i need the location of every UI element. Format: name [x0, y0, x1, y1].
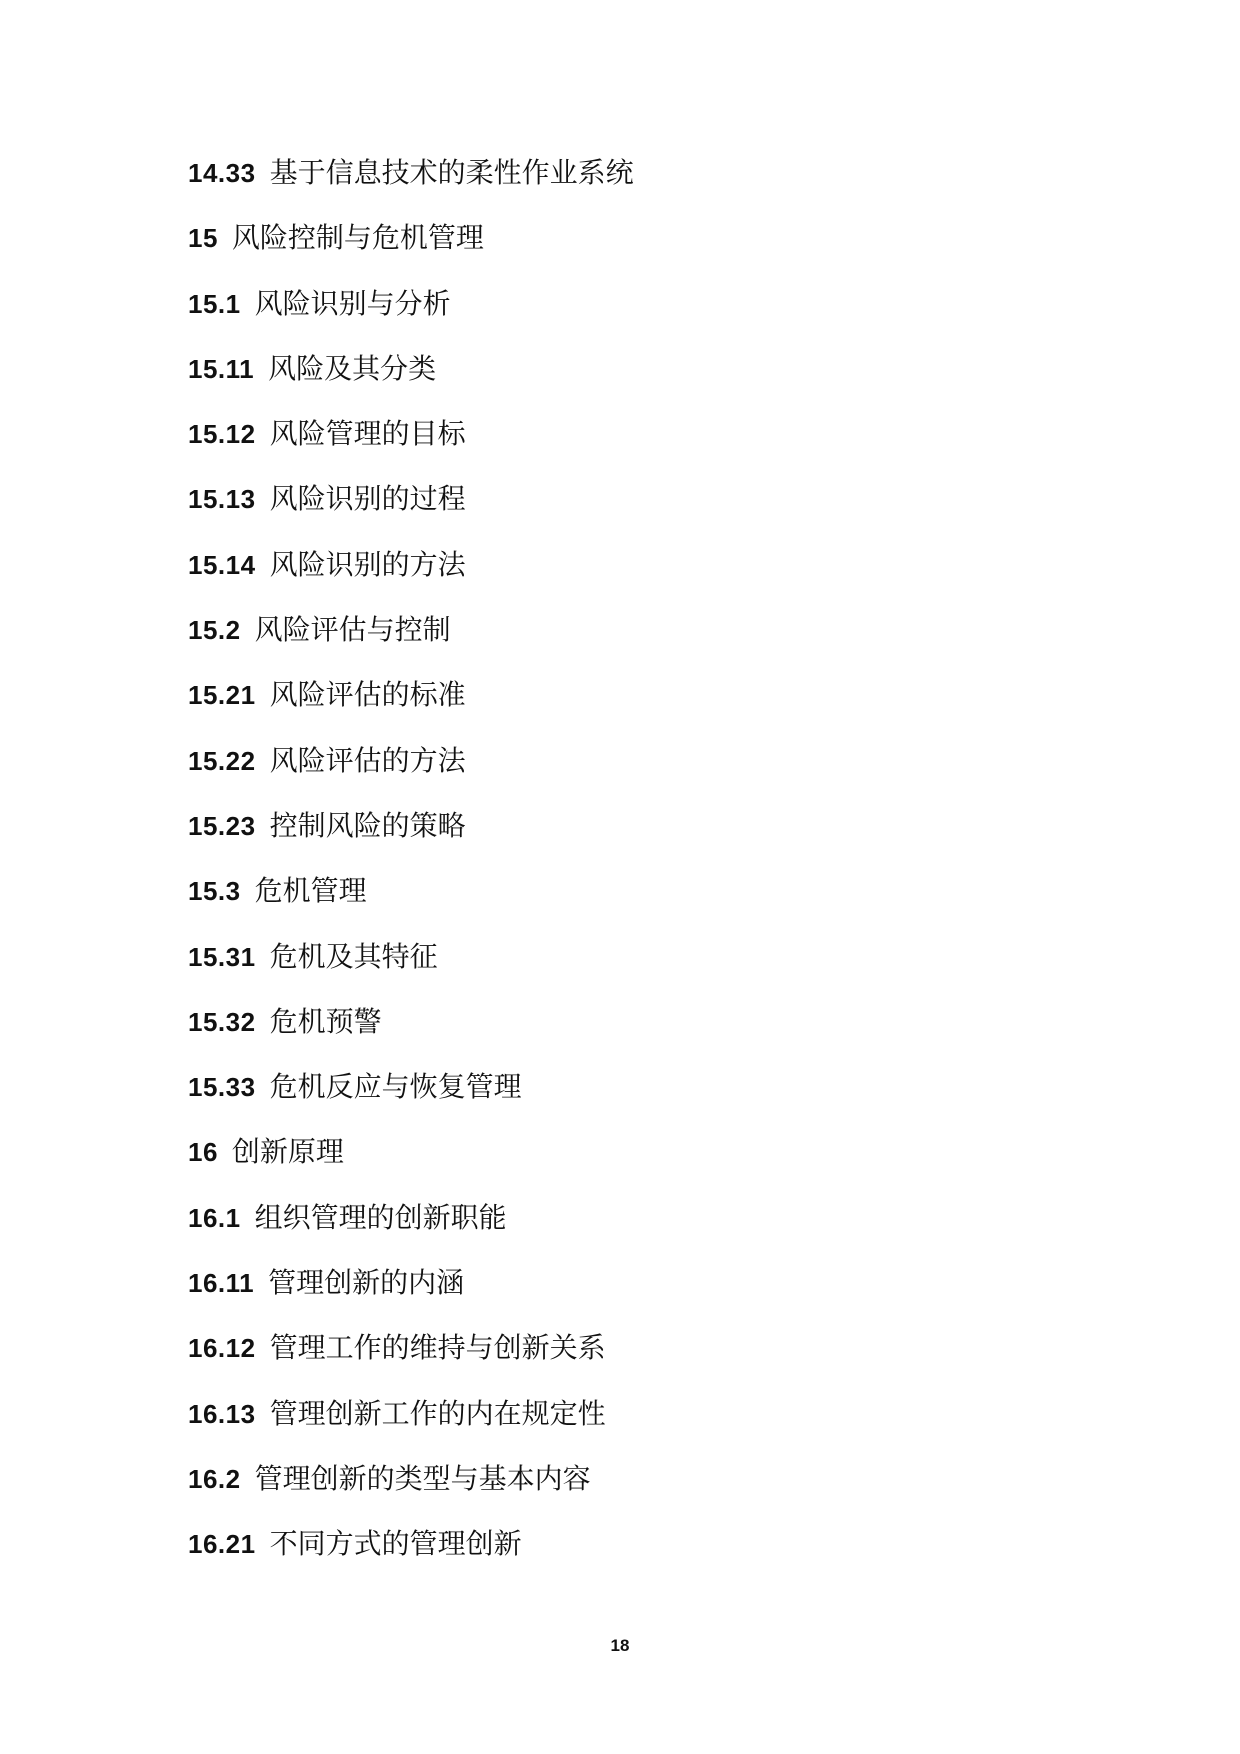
entry-title: 危机及其特征 — [269, 939, 438, 973]
outline-entry — [188, 676, 634, 741]
outline-entry — [188, 1264, 634, 1329]
entry-number: 14.33 — [188, 158, 256, 188]
entry-title: 危机预警 — [269, 1004, 382, 1038]
outline-entry — [188, 219, 634, 284]
outline-entry — [188, 807, 634, 872]
entry-title: 组织管理的创新职能 — [254, 1200, 507, 1234]
entry-title: 风险控制与危机管理 — [231, 221, 484, 255]
outline-entry — [188, 285, 634, 350]
entry-title: 创新原理 — [231, 1135, 344, 1169]
outline-entry — [188, 350, 634, 415]
entry-number: 15.21 — [188, 680, 256, 711]
entry-number: 15.31 — [188, 941, 256, 972]
entry-number: 15.2 — [188, 615, 241, 646]
outline-entry — [188, 938, 634, 1003]
entry-title: 基于信息技术的柔性作业系统 — [269, 156, 634, 189]
outline-entry — [188, 742, 634, 807]
entry-number: 15.23 — [188, 810, 256, 841]
entry-number: 15.3 — [188, 876, 241, 907]
outline-entry — [188, 611, 634, 676]
entry-number: 16.11 — [188, 1268, 255, 1299]
entry-title: 风险评估的标准 — [269, 678, 466, 712]
entry-title: 风险及其分类 — [268, 351, 437, 385]
outline-list — [188, 154, 634, 1591]
entry-title: 管理创新的内涵 — [268, 1266, 465, 1300]
outline-entry — [188, 1395, 634, 1460]
outline-entry — [188, 872, 634, 937]
outline-entry — [188, 1329, 634, 1394]
entry-number: 15 — [188, 223, 218, 254]
entry-title: 管理创新的类型与基本内容 — [254, 1461, 591, 1495]
page-number: 18 — [610, 1636, 630, 1655]
entry-title: 风险管理的目标 — [269, 417, 466, 451]
entry-number: 15.11 — [188, 353, 255, 384]
outline-entry — [188, 480, 634, 545]
entry-number: 16.12 — [188, 1333, 256, 1364]
entry-title: 风险识别的过程 — [269, 482, 466, 516]
outline-entry — [188, 1460, 634, 1525]
entry-number: 16.21 — [188, 1529, 256, 1560]
entry-title: 风险识别的方法 — [269, 547, 466, 581]
outline-entry — [188, 1003, 634, 1068]
entry-title: 管理创新工作的内在规定性 — [269, 1396, 606, 1430]
outline-entry — [188, 1199, 634, 1264]
outline-entry — [188, 154, 634, 219]
entry-title: 管理工作的维持与创新关系 — [269, 1331, 606, 1365]
entry-title: 危机管理 — [254, 874, 367, 908]
entry-number: 15.13 — [188, 484, 256, 515]
entry-number: 15.32 — [188, 1006, 256, 1037]
entry-title: 不同方式的管理创新 — [269, 1527, 522, 1561]
entry-number: 15.12 — [188, 419, 256, 450]
entry-number: 15.33 — [188, 1072, 256, 1103]
entry-number: 16.1 — [188, 1202, 241, 1233]
outline-entry — [188, 415, 634, 480]
outline-entry — [188, 1133, 634, 1198]
entry-title: 危机反应与恢复管理 — [269, 1070, 522, 1104]
entry-number: 16.2 — [188, 1463, 241, 1494]
entry-title: 风险评估的方法 — [269, 743, 466, 777]
entry-number: 16.13 — [188, 1398, 256, 1429]
entry-number: 16 — [188, 1137, 218, 1168]
outline-entry — [188, 1068, 634, 1133]
entry-title: 控制风险的策略 — [269, 808, 466, 842]
entry-number: 15.22 — [188, 745, 256, 776]
entry-title: 风险评估与控制 — [254, 613, 451, 647]
entry-number: 15.14 — [188, 549, 256, 580]
outline-entry — [188, 1525, 634, 1590]
entry-number: 15.1 — [188, 288, 241, 319]
outline-entry — [188, 546, 634, 611]
entry-title: 风险识别与分析 — [254, 286, 451, 320]
